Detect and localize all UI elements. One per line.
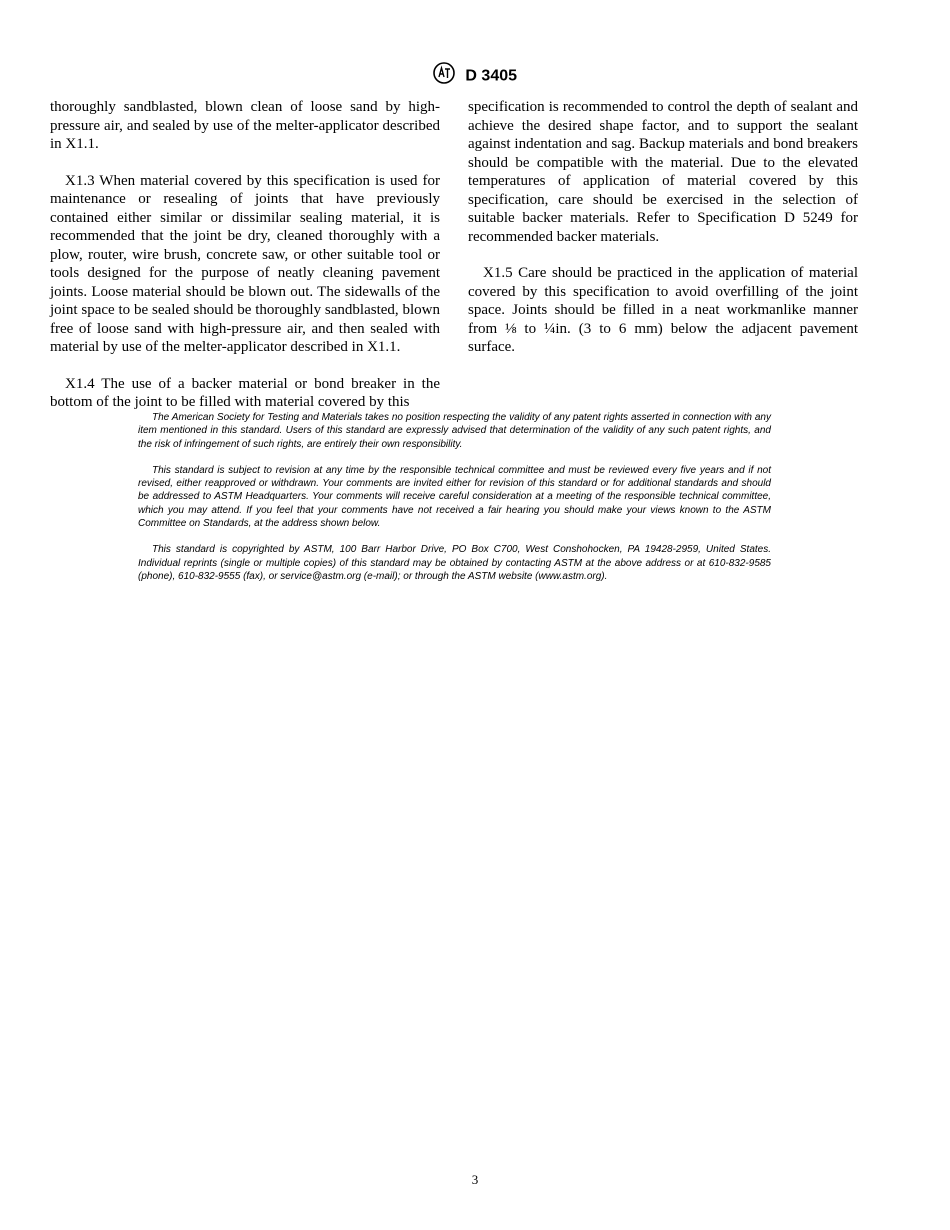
paragraph-x1-4: X1.4 The use of a backer material or bond breaker in the bottom of the joint to be filled with material covered by this xyxy=(50,375,440,410)
page-number: 3 xyxy=(471,1172,479,1187)
paragraph-x1-4-continued: specification is recommended to control the depth of sealant and achieve the desired shape factor, and to support the sealant against indentation and sag. Backup materials and bond breakers should be compatible with the material. Due to the elevated temperatures of application of material covered by this specification, care should be exercised in the selection of suitable backer materials. Refer to Specification D 5249 for recommended backer materials. xyxy=(468,99,858,245)
paragraph-x1-2-continued: thoroughly sandblasted, blown clean of loose sand by high-pressure air, and sealed by use of the melter-applicator described in X1.1. xyxy=(50,99,440,152)
paragraph-x1-3: X1.3 When material covered by this specification is used for maintenance or resealing of joints that have previously contained either similar or dissimilar sealing material, it is recommended that the joint be dry, cleaned thoroughly with a plow, router, wire brush, concrete saw, or other suitable tool or tools designed for the purpose of neatly cleaning pavement joints. Loose material should be blown out. The sidewalls of the joint space to be sealed should be thoroughly sandblasted, blown free of loose sand with high-pressure air, and then sealed with material by use of the melter-applicator described in X1.1. xyxy=(50,172,440,355)
right-column xyxy=(468,98,858,375)
page-header xyxy=(0,62,950,91)
patent-notice: The American Society for Testing and Materials takes no position respecting the validity of any patent rights asserted in connection with any item mentioned in this standard. Users of this standard are expressly advised that determination of the validity of any such patent rights, and the risk of infringement of such rights, are entirely their own responsibility. xyxy=(138,412,771,450)
copyright-notice: This standard is copyrighted by ASTM, 100 Barr Harbor Drive, PO Box C700, West Conshohocken, PA 19428-2959, United States. Individual reprints (single or multiple copies) of this standard may be obtained by contacting ASTM at the above address or at 610-832-9585 (phone), 610-832-9555 (fax), or service@astm.org (e-mail); or through the ASTM website (www.astm.org). xyxy=(138,544,771,582)
astm-logo-icon xyxy=(433,62,455,91)
astm-notices xyxy=(138,411,771,596)
standard-designation: D 3405 xyxy=(465,67,518,85)
paragraph-x1-5: X1.5 Care should be practiced in the application of material covered by this specification to avoid overfilling of the joint space. Joints should be filled in a neat workmanlike manner from ⅛ to ¼in. (3 to 6 mm) below the adjacent pavement surface. xyxy=(468,265,858,355)
revision-notice: This standard is subject to revision at any time by the responsible technical committee and must be reviewed every five years and if not revised, either reapproved or withdrawn. Your comments are invited either for revision of this standard or for additional standards and should be addressed to ASTM Headquarters. Your comments will receive careful consideration at a meeting of the responsible technical committee, which you may attend. If you feel that your comments have not received a fair hearing you should make your views known to the ASTM Committee on Standards, at the address shown below. xyxy=(138,464,771,530)
left-column xyxy=(50,98,440,430)
